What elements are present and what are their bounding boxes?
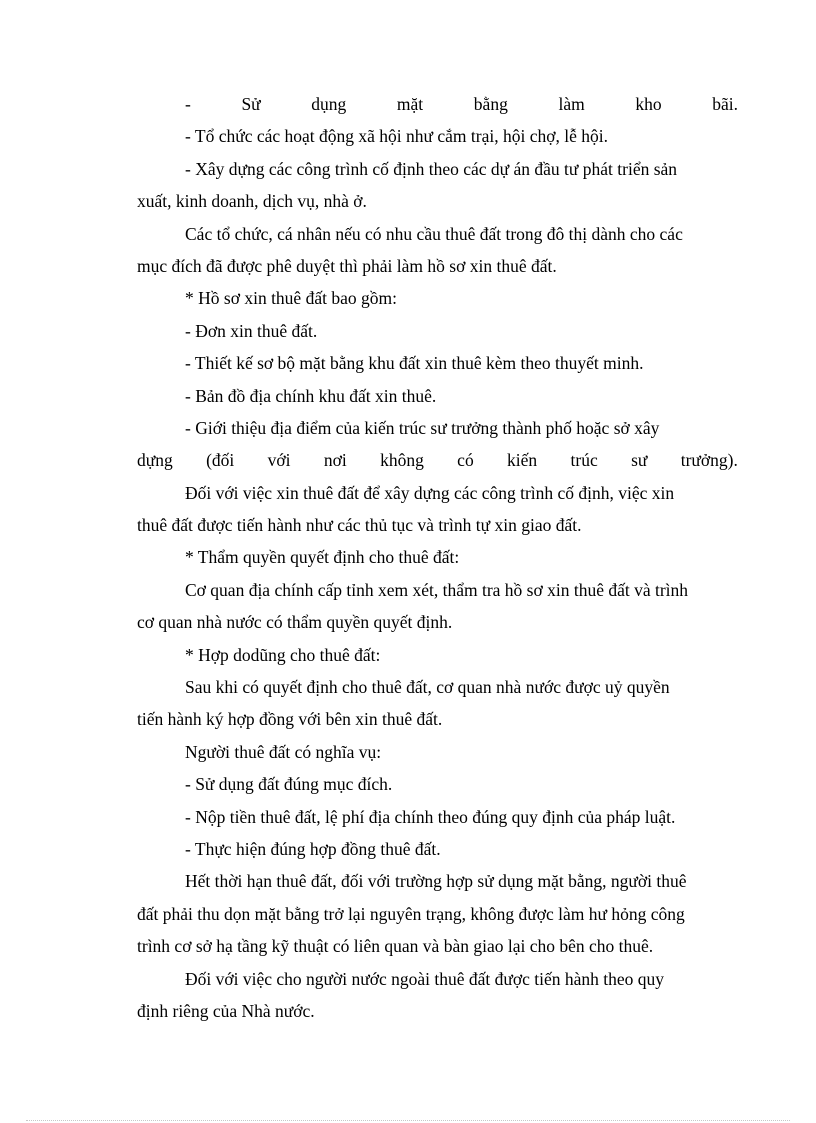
paragraph-line: trình cơ sở hạ tầng kỹ thuật có liên quan và bàn giao lại cho bên cho thuê. — [137, 936, 654, 957]
paragraph-line: Đối với việc xin thuê đất để xây dựng các công trình cố định, việc xin — [185, 482, 675, 503]
paragraph-line: Các tổ chức, cá nhân nếu có nhu cầu thuê đất trong đô thị dành cho các — [185, 223, 683, 244]
list-item: - Thiết kế sơ bộ mặt bằng khu đất xin thuê kèm theo thuyết minh. — [185, 353, 644, 374]
section-heading-authority: * Thẩm quyền quyết định cho thuê đất: — [185, 547, 460, 568]
word: bãi. — [712, 94, 738, 114]
list-item-social-events: - Tổ chức các hoạt động xã hội như cắm trại, hội chợ, lễ hội. — [185, 126, 608, 147]
word: Sử — [241, 94, 261, 114]
paragraph-line: Sau khi có quyết định cho thuê đất, cơ quan nhà nước được uỷ quyền — [185, 677, 670, 698]
page-divider — [26, 1120, 790, 1121]
word: dụng — [311, 94, 347, 114]
section-heading-contract: * Hợp dodũng cho thuê đất: — [185, 644, 381, 665]
word: không — [380, 450, 424, 471]
paragraph-line: thuê đất được tiến hành như các thủ tục và trình tự xin giao đất. — [137, 515, 582, 536]
list-item: - Bản đồ địa chính khu đất xin thuê. — [185, 385, 437, 406]
word: với — [267, 450, 291, 471]
list-item-continuation — [137, 444, 738, 476]
list-item-usage-storage — [137, 88, 738, 120]
paragraph-line: cơ quan nhà nước có thẩm quyền quyết định. — [137, 612, 453, 633]
word: trưởng). — [680, 450, 738, 471]
word: - — [185, 94, 191, 114]
paragraph-line: Hết thời hạn thuê đất, đối với trường hợp sử dụng mặt bằng, người thuê — [185, 871, 687, 892]
word: (đối — [206, 450, 235, 471]
paragraph-line: Cơ quan địa chính cấp tỉnh xem xét, thẩm tra hồ sơ xin thuê đất và trình — [185, 579, 689, 600]
paragraph-line: đất phải thu dọn mặt bằng trở lại nguyên trạng, không được làm hư hỏng công — [137, 903, 685, 924]
word: kho — [635, 94, 662, 114]
paragraph-line: tiến hành ký hợp đồng với bên xin thuê đất. — [137, 709, 443, 730]
word: nơi — [323, 450, 347, 471]
word: dựng — [137, 450, 173, 471]
paragraph-line: định riêng của Nhà nước. — [137, 1000, 315, 1021]
list-item: - Thực hiện đúng hợp đồng thuê đất. — [185, 838, 441, 859]
list-item-construction: - Xây dựng các công trình cố định theo các dự án đầu tư phát triển sản — [185, 158, 678, 179]
word: sư — [631, 450, 648, 471]
word: bằng — [473, 94, 508, 114]
paragraph-line: xuất, kinh doanh, dịch vụ, nhà ở. — [137, 191, 367, 212]
word: làm — [558, 94, 585, 114]
list-item: - Nộp tiền thuê đất, lệ phí địa chính theo đúng quy định của pháp luật. — [185, 806, 676, 827]
word: trúc — [570, 450, 598, 471]
list-item: - Sử dụng đất đúng mục đích. — [185, 774, 393, 795]
list-item: - Giới thiệu địa điểm của kiến trúc sư trưởng thành phố hoặc sở xây — [185, 417, 660, 438]
paragraph-line: Người thuê đất có nghĩa vụ: — [185, 741, 382, 762]
word: có — [457, 450, 474, 471]
word: mặt — [396, 94, 424, 114]
paragraph-line: mục đích đã được phê duyệt thì phải làm hồ sơ xin thuê đất. — [137, 255, 557, 276]
document-body — [137, 88, 738, 1027]
section-heading-application: * Hồ sơ xin thuê đất bao gồm: — [185, 288, 397, 309]
paragraph-line: Đối với việc cho người nước ngoài thuê đất được tiến hành theo quy — [185, 968, 665, 989]
word: kiến — [507, 450, 538, 471]
list-item: - Đơn xin thuê đất. — [185, 320, 318, 341]
